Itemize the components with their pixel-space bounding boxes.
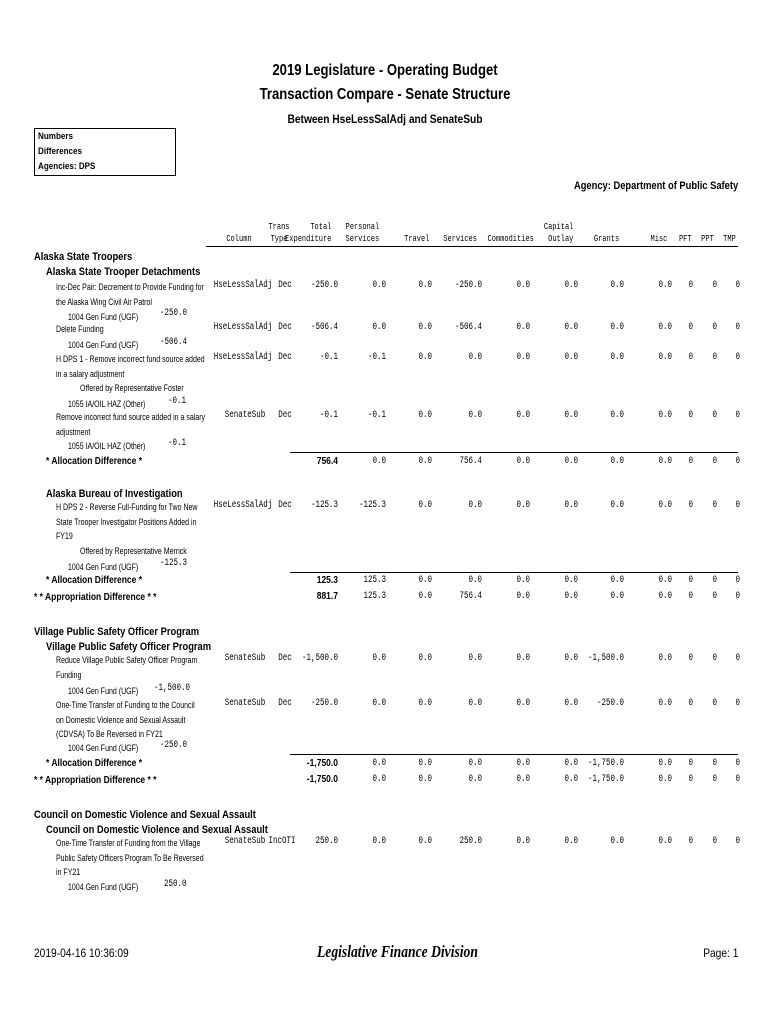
cell-value: -250.0 <box>310 698 338 709</box>
cell-value: 0 <box>735 653 740 664</box>
cell-value: 0.0 <box>372 698 386 709</box>
cell-value: 0.0 <box>610 322 624 333</box>
cell-value: 0 <box>688 836 693 847</box>
fund-value: -125.3 <box>160 558 188 569</box>
cell-value: 0.0 <box>658 758 672 769</box>
cell-value: 0.0 <box>372 322 386 333</box>
cell-value: 756.4 <box>316 456 338 467</box>
cell-value: 0 <box>712 456 717 467</box>
cell-value: 0.0 <box>564 322 578 333</box>
cell-value: 0.0 <box>658 774 672 785</box>
offered-by: Offered by Representative Merrick <box>80 546 187 556</box>
cell-value: 756.4 <box>459 456 482 467</box>
row-column: SenateSub <box>224 653 266 664</box>
cell-value: 0.0 <box>564 456 578 467</box>
cell-value: 0.0 <box>418 591 432 602</box>
row-column: SenateSub <box>224 836 266 847</box>
fund-value: -1,500.0 <box>154 683 191 694</box>
cell-value: 125.3 <box>363 575 386 586</box>
cell-value: 0.0 <box>372 836 386 847</box>
cell-value: 0.0 <box>418 352 432 363</box>
cell-value: 0.0 <box>564 653 578 664</box>
cell-value: 0.0 <box>564 280 578 291</box>
cell-value: 0.0 <box>658 280 672 291</box>
row-column: HseLessSalAdj <box>213 280 273 291</box>
timestamp: 2019-04-16 10:36:09 <box>34 946 129 960</box>
cell-value: 0 <box>712 500 717 511</box>
cell-value: 0.0 <box>516 698 530 709</box>
fund-value: -0.1 <box>168 396 187 407</box>
cell-value: 250.0 <box>459 836 482 847</box>
cell-value: -250.0 <box>310 280 338 291</box>
agency-label: Agency: Department of Public Safety <box>573 180 738 192</box>
cell-value: 0.0 <box>564 774 578 785</box>
cell-value: 0.0 <box>418 836 432 847</box>
cell-value: 0 <box>688 758 693 769</box>
cell-value: 0.0 <box>610 836 624 847</box>
cell-value: 0 <box>712 758 717 769</box>
cell-value: -250.0 <box>454 280 482 291</box>
cell-value: 0.0 <box>468 500 482 511</box>
cell-value: -0.1 <box>319 352 338 363</box>
col-grants: Grants <box>593 234 620 244</box>
cell-value: 0.0 <box>516 352 530 363</box>
option-differences: Differences <box>38 146 82 157</box>
fund-value: -506.4 <box>160 337 188 348</box>
subsection-cdvsa: Council on Domestic Violence and Sexual Assault <box>46 824 268 836</box>
row-desc: One-Time Transfer of Funding from the Village Public Safety Officers Program To Be Reversed in FY21 <box>56 838 204 878</box>
cell-value: 0.0 <box>468 653 482 664</box>
appropriation-difference-label: * * Appropriation Difference * * <box>34 592 157 603</box>
cell-value: 0.0 <box>516 836 530 847</box>
cell-value: 0.0 <box>564 698 578 709</box>
fund-source: 1004 Gen Fund (UGF) <box>68 743 139 753</box>
row-type: Dec <box>278 653 292 664</box>
cell-value: 0.0 <box>564 352 578 363</box>
cell-value: 0 <box>735 456 740 467</box>
subsection-abi: Alaska Bureau of Investigation <box>46 488 183 500</box>
cell-value: 0 <box>712 322 717 333</box>
cell-value: 0.0 <box>516 500 530 511</box>
cell-value: 0.0 <box>658 500 672 511</box>
cell-value: 0.0 <box>610 280 624 291</box>
cell-value: 0.0 <box>516 758 530 769</box>
cell-value: 0 <box>688 280 693 291</box>
cell-value: 0 <box>712 591 717 602</box>
cell-value: 0.0 <box>516 456 530 467</box>
cell-value: 0.0 <box>372 280 386 291</box>
cell-value: 0.0 <box>658 322 672 333</box>
cell-value: 0.0 <box>564 758 578 769</box>
cell-value: 0.0 <box>610 591 624 602</box>
report-title-2: Transaction Compare - Senate Structure <box>259 86 511 103</box>
cell-value: -125.3 <box>358 500 386 511</box>
allocation-difference-label: * Allocation Difference * <box>46 456 143 467</box>
row-desc: H DPS 2 - Reverse Full-Funding for Two New State Trooper Investigator Positions Added in FY19 <box>56 502 198 542</box>
cell-value: 0.0 <box>418 575 432 586</box>
cell-value: 0.0 <box>418 698 432 709</box>
subsection-vpso: Village Public Safety Officer Program <box>46 641 212 653</box>
cell-value: 0.0 <box>516 575 530 586</box>
cell-value: 0.0 <box>564 500 578 511</box>
cell-value: 0.0 <box>418 653 432 664</box>
cell-value: 0.0 <box>610 410 624 421</box>
cell-value: 0.0 <box>564 836 578 847</box>
division-name: Legislative Finance Division <box>317 942 478 961</box>
cell-value: 0.0 <box>468 352 482 363</box>
cell-value: 0.0 <box>516 591 530 602</box>
row-column: HseLessSalAdj <box>213 352 273 363</box>
cell-value: 0.0 <box>564 575 578 586</box>
row-type: IncOTI <box>268 836 296 847</box>
cell-value: -1,500.0 <box>301 653 338 664</box>
row-type: Dec <box>278 280 292 291</box>
subsection-ast-det: Alaska State Trooper Detachments <box>46 266 201 278</box>
option-numbers: Numbers <box>38 131 74 142</box>
row-desc: Remove incorrect fund source added in a salary adjustment <box>56 412 206 437</box>
cell-value: 0.0 <box>372 456 386 467</box>
cell-value: 0.0 <box>418 774 432 785</box>
cell-value: 0.0 <box>372 758 386 769</box>
col-services: Services <box>443 234 477 244</box>
cell-value: 0 <box>688 591 693 602</box>
option-agencies: Agencies: DPS <box>38 161 96 172</box>
cell-value: 0 <box>712 698 717 709</box>
cell-value: -1,750.0 <box>587 774 624 785</box>
cell-value: 0.0 <box>418 410 432 421</box>
cell-value: 0 <box>735 575 740 586</box>
cell-value: -1,750.0 <box>306 758 338 769</box>
cell-value: 0.0 <box>516 774 530 785</box>
cell-value: 0.0 <box>468 698 482 709</box>
allocation-difference-label: * Allocation Difference * <box>46 575 143 586</box>
cell-value: 0 <box>688 575 693 586</box>
cell-value: 0.0 <box>610 352 624 363</box>
col-tmp: TMP <box>723 234 736 244</box>
cell-value: -506.4 <box>454 322 482 333</box>
cell-value: 0 <box>712 352 717 363</box>
row-type: Dec <box>278 352 292 363</box>
cell-value: -0.1 <box>319 410 338 421</box>
cell-value: 0 <box>688 774 693 785</box>
cell-value: 0.0 <box>658 352 672 363</box>
cell-value: 756.4 <box>459 591 482 602</box>
total-rule <box>290 572 738 573</box>
cell-value: 0.0 <box>658 575 672 586</box>
cell-value: 0.0 <box>418 456 432 467</box>
page-number: Page: 1 <box>702 946 738 960</box>
cell-value: 0 <box>712 280 717 291</box>
cell-value: 0 <box>735 500 740 511</box>
cell-value: 0 <box>735 591 740 602</box>
cell-value: -250.0 <box>596 698 624 709</box>
cell-value: -1,750.0 <box>306 774 338 785</box>
cell-value: 0.0 <box>516 322 530 333</box>
appropriation-difference-label: * * Appropriation Difference * * <box>34 775 157 786</box>
cell-value: 0.0 <box>658 410 672 421</box>
col-commodities: Commodities <box>487 234 534 244</box>
cell-value: 0 <box>735 836 740 847</box>
fund-source: 1004 Gen Fund (UGF) <box>68 686 139 696</box>
cell-value: 0.0 <box>418 280 432 291</box>
section-vpso: Village Public Safety Officer Program <box>34 626 200 638</box>
offered-by: Offered by Representative Foster <box>80 383 184 393</box>
cell-value: 0 <box>735 352 740 363</box>
row-desc: Inc-Dec Pair: Decrement to Provide Funding for the Alaska Wing Civil Air Patrol <box>56 282 204 307</box>
cell-value: 0.0 <box>418 500 432 511</box>
row-column: SenateSub <box>224 698 266 709</box>
cell-value: 0.0 <box>658 836 672 847</box>
col-personal: Personal Services <box>345 222 380 244</box>
report-subtitle: Between HseLessSalAdj and SenateSub <box>287 112 483 126</box>
cell-value: 0 <box>688 500 693 511</box>
row-desc: Delete Funding <box>56 324 104 334</box>
fund-value: -250.0 <box>160 740 188 751</box>
row-type: Dec <box>278 322 292 333</box>
col-pft: PFT <box>678 234 692 244</box>
cell-value: 0 <box>735 774 740 785</box>
cell-value: 250.0 <box>315 836 338 847</box>
options-box <box>34 128 176 176</box>
cell-value: 0 <box>712 653 717 664</box>
cell-value: 0.0 <box>468 758 482 769</box>
cell-value: 0 <box>712 410 717 421</box>
cell-value: 0.0 <box>468 410 482 421</box>
cell-value: 0.0 <box>564 410 578 421</box>
cell-value: 0.0 <box>516 653 530 664</box>
row-column: HseLessSalAdj <box>213 322 273 333</box>
row-column: HseLessSalAdj <box>213 500 273 511</box>
cell-value: 0.0 <box>610 456 624 467</box>
col-total: Total Expenditure <box>285 222 332 244</box>
fund-value: 250.0 <box>164 879 187 890</box>
section-ast: Alaska State Troopers <box>34 251 133 263</box>
row-type: Dec <box>278 500 292 511</box>
cell-value: 0.0 <box>418 322 432 333</box>
cell-value: 881.7 <box>316 591 338 602</box>
cell-value: 0 <box>688 698 693 709</box>
cell-value: 0.0 <box>658 456 672 467</box>
cell-value: 0.0 <box>468 575 482 586</box>
cell-value: 0 <box>735 322 740 333</box>
cell-value: -125.3 <box>310 500 338 511</box>
cell-value: 0 <box>712 836 717 847</box>
cell-value: 0 <box>688 322 693 333</box>
cell-value: 0.0 <box>610 575 624 586</box>
col-capital: Capital Outlay <box>543 222 574 244</box>
cell-value: 0.0 <box>372 774 386 785</box>
cell-value: 0 <box>735 758 740 769</box>
total-rule <box>290 452 738 453</box>
fund-value: -250.0 <box>160 308 188 319</box>
col-ppt: PPT <box>701 234 714 244</box>
col-column: Column <box>226 234 252 244</box>
cell-value: -1,500.0 <box>587 653 624 664</box>
fund-source: 1055 IA/OIL HAZ (Other) <box>68 441 146 451</box>
cell-value: 0.0 <box>658 653 672 664</box>
row-column: SenateSub <box>224 410 266 421</box>
cell-value: 0 <box>688 410 693 421</box>
fund-source: 1055 IA/OIL HAZ (Other) <box>68 399 146 409</box>
cell-value: 125.3 <box>316 575 338 586</box>
cell-value: 0.0 <box>658 698 672 709</box>
cell-value: 0 <box>712 575 717 586</box>
row-type: Dec <box>278 698 292 709</box>
fund-source: 1004 Gen Fund (UGF) <box>68 312 139 322</box>
cell-value: 0.0 <box>372 653 386 664</box>
col-misc: Misc <box>650 234 668 244</box>
cell-value: -0.1 <box>367 410 386 421</box>
fund-source: 1004 Gen Fund (UGF) <box>68 562 139 572</box>
total-rule <box>290 754 738 755</box>
section-cdvsa: Council on Domestic Violence and Sexual Assault <box>34 809 256 821</box>
cell-value: 0.0 <box>468 774 482 785</box>
cell-value: 0 <box>735 410 740 421</box>
cell-value: 0.0 <box>516 280 530 291</box>
cell-value: 125.3 <box>363 591 386 602</box>
row-type: Dec <box>278 410 292 421</box>
cell-value: 0 <box>688 352 693 363</box>
fund-value: -0.1 <box>168 438 187 449</box>
row-desc: H DPS 1 - Remove incorrect fund source added in a salary adjustment <box>56 354 205 379</box>
row-desc: Reduce Village Public Safety Officer Program Funding <box>56 655 198 680</box>
cell-value: 0 <box>688 653 693 664</box>
cell-value: 0 <box>735 698 740 709</box>
cell-value: -0.1 <box>367 352 386 363</box>
allocation-difference-label: * Allocation Difference * <box>46 758 143 769</box>
cell-value: 0.0 <box>658 591 672 602</box>
cell-value: 0.0 <box>516 410 530 421</box>
col-travel: Travel <box>404 234 430 244</box>
header-underline <box>206 246 738 247</box>
cell-value: 0 <box>712 774 717 785</box>
report-title: 2019 Legislature - Operating Budget <box>272 62 498 79</box>
cell-value: 0.0 <box>564 591 578 602</box>
cell-value: 0.0 <box>418 758 432 769</box>
fund-source: 1004 Gen Fund (UGF) <box>68 882 139 892</box>
row-desc: One-Time Transfer of Funding to the Council on Domestic Violence and Sexual Assault (CDVSA) To Be Reversed in FY21 <box>56 700 195 740</box>
cell-value: 0 <box>735 280 740 291</box>
col-trans-type: Trans Type <box>268 222 290 244</box>
cell-value: -1,750.0 <box>587 758 624 769</box>
cell-value: -506.4 <box>310 322 338 333</box>
cell-value: 0 <box>688 456 693 467</box>
fund-source: 1004 Gen Fund (UGF) <box>68 340 139 350</box>
cell-value: 0.0 <box>610 500 624 511</box>
